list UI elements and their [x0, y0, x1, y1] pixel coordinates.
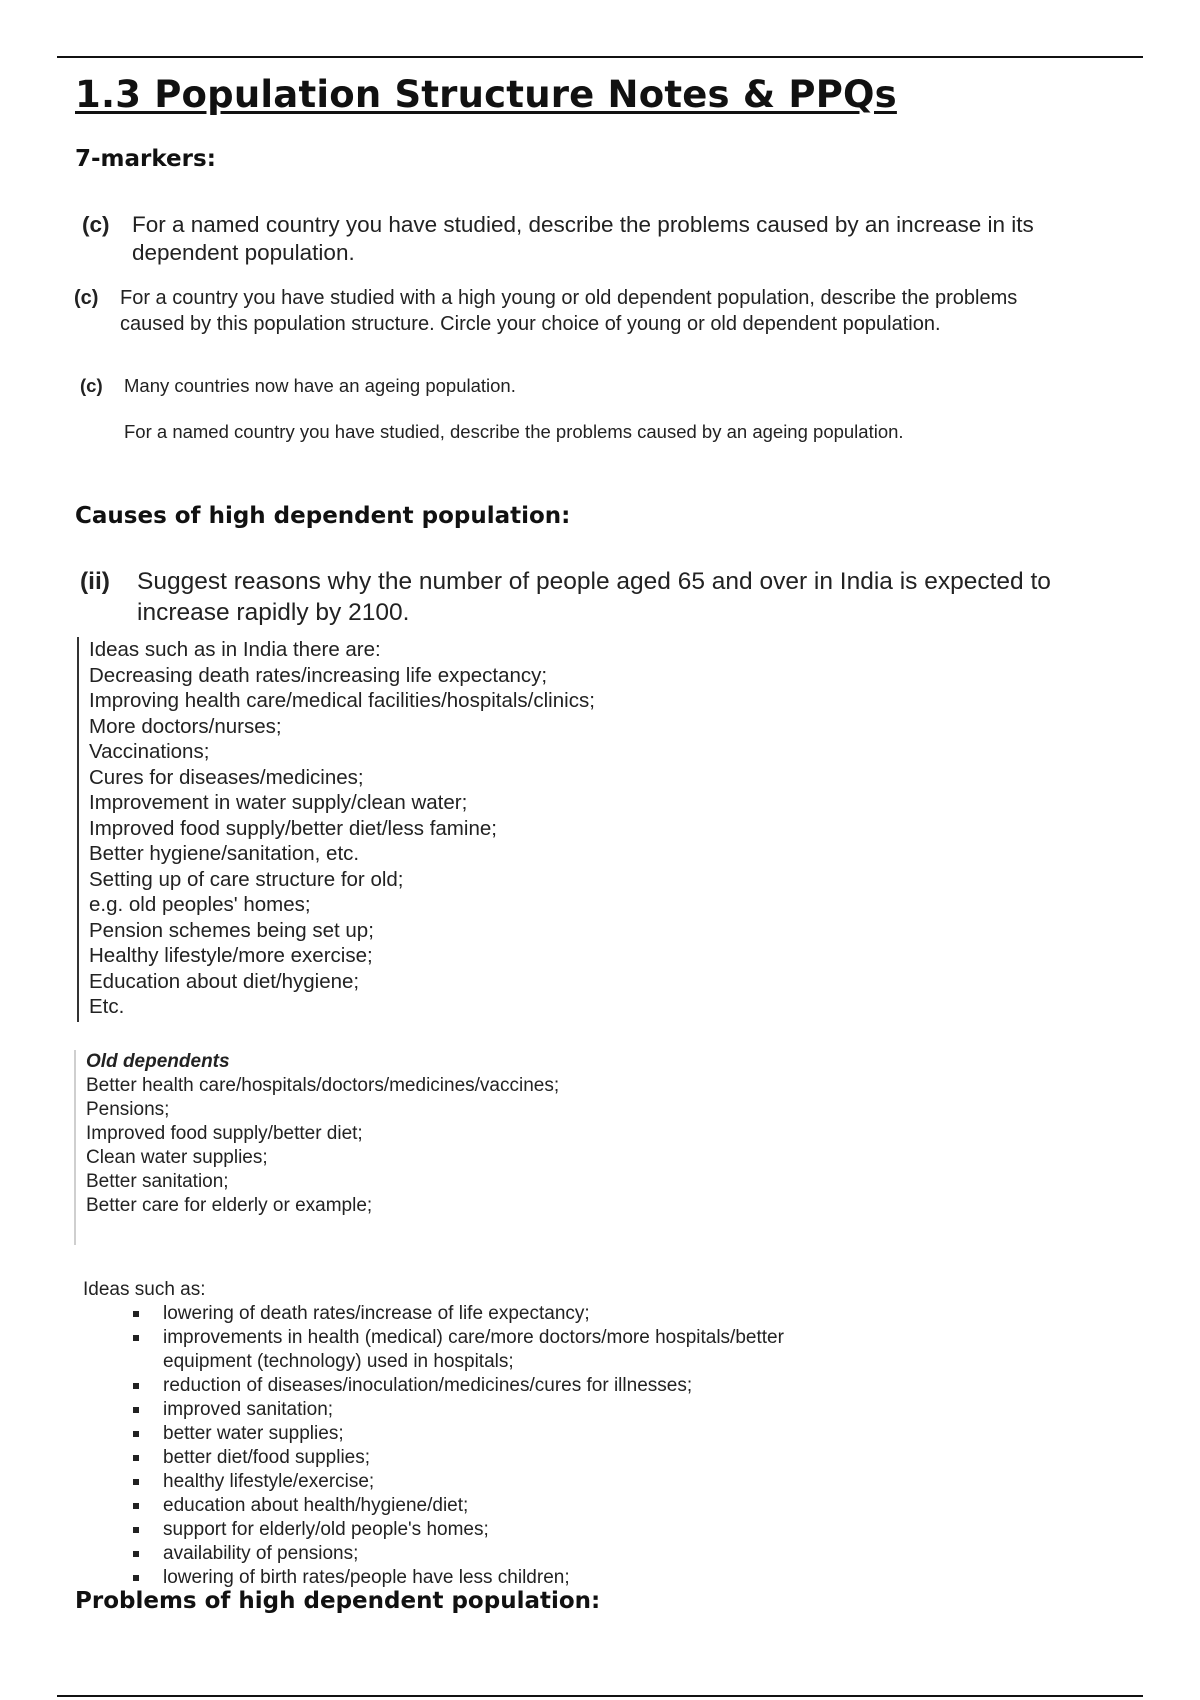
- question-2: [74, 285, 1044, 337]
- list-item: improvements in health (medical) care/more doctors/more hospitals/better equipment (technology) used in hospitals;: [163, 1326, 843, 1374]
- ideas-list: [83, 1302, 843, 1590]
- page-title: 1.3 Population Structure Notes & PPQs: [75, 73, 897, 116]
- list-item: Better care for elderly or example;: [86, 1195, 373, 1216]
- list-item: Improved food supply/better diet/less famine;: [89, 816, 497, 840]
- old-dependents-markscheme: [74, 1050, 646, 1245]
- list-item: Etc.: [89, 995, 125, 1018]
- list-item: Pension schemes being set up;: [89, 918, 374, 942]
- list-item: availability of pensions;: [163, 1542, 843, 1566]
- list-item: healthy lifestyle/exercise;: [163, 1470, 843, 1494]
- list-item: Education about diet/hygiene;: [89, 969, 360, 993]
- causes-heading: Causes of high dependent population:: [75, 503, 571, 529]
- old-dependents-heading: Old dependents: [86, 1051, 230, 1072]
- question-4: [80, 566, 1140, 628]
- list-item: e.g. old peoples' homes;: [89, 893, 311, 916]
- list-item: lowering of birth rates/people have less children;: [163, 1566, 843, 1590]
- list-item: Pensions;: [86, 1099, 170, 1120]
- list-item: Cures for diseases/medicines;: [89, 765, 364, 789]
- list-item: reduction of diseases/inoculation/medicines/cures for illnesses;: [163, 1374, 843, 1398]
- top-rule: [57, 56, 1143, 58]
- list-item: education about health/hygiene/diet;: [163, 1494, 843, 1518]
- list-item: Vaccinations;: [89, 740, 210, 763]
- bottom-rule: [57, 1695, 1143, 1697]
- question-text: Suggest reasons why the number of people aged 65 and over in India is expected to increase rapidly by 2100.: [137, 568, 1051, 626]
- list-item: better water supplies;: [163, 1422, 843, 1446]
- question-1: [82, 211, 1122, 267]
- question-text-2: For a named country you have studied, describe the problems caused by an ageing population.: [124, 421, 904, 442]
- question-text: For a country you have studied with a high young or old dependent population, describe the problems caused by this population structure. Circle your choice of young or old dependent population.: [120, 287, 1018, 335]
- ideas-intro: Ideas such as:: [83, 1279, 206, 1300]
- list-item: Better sanitation;: [86, 1171, 229, 1192]
- list-item: Clean water supplies;: [86, 1147, 268, 1168]
- list-item: Healthy lifestyle/more exercise;: [89, 944, 373, 967]
- list-item: Improving health care/medical facilities/hospitals/clinics;: [89, 689, 595, 712]
- list-item: Setting up of care structure for old;: [89, 867, 404, 891]
- list-item: Ideas such as in India there are:: [89, 638, 381, 661]
- india-reasons-markscheme: [77, 637, 649, 1022]
- list-item: improved sanitation;: [163, 1398, 843, 1422]
- list-item: Better health care/hospitals/doctors/medicines/vaccines;: [86, 1075, 560, 1096]
- question-label: (c): [80, 375, 103, 396]
- ideas-markscheme: [83, 1278, 843, 1590]
- question-text: For a named country you have studied, describe the problems caused by an increase in its dependent population.: [132, 212, 1034, 265]
- list-item: More doctors/nurses;: [89, 714, 282, 738]
- problems-heading: Problems of high dependent population:: [75, 1588, 601, 1614]
- list-item: support for elderly/old people's homes;: [163, 1518, 843, 1542]
- question-label: (ii): [80, 568, 110, 595]
- list-item: Improved food supply/better diet;: [86, 1123, 363, 1144]
- list-item: lowering of death rates/increase of life expectancy;: [163, 1302, 843, 1326]
- list-item: better diet/food supplies;: [163, 1446, 843, 1470]
- list-item: Decreasing death rates/increasing life expectancy;: [89, 663, 548, 687]
- list-item: Improvement in water supply/clean water;: [89, 791, 468, 814]
- list-item: Better hygiene/sanitation, etc.: [89, 842, 360, 865]
- question-label: (c): [74, 287, 99, 309]
- seven-markers-heading: 7-markers:: [75, 146, 216, 172]
- question-label: (c): [82, 212, 110, 237]
- question-text: Many countries now have an ageing population.: [124, 375, 516, 396]
- question-3: [80, 374, 980, 444]
